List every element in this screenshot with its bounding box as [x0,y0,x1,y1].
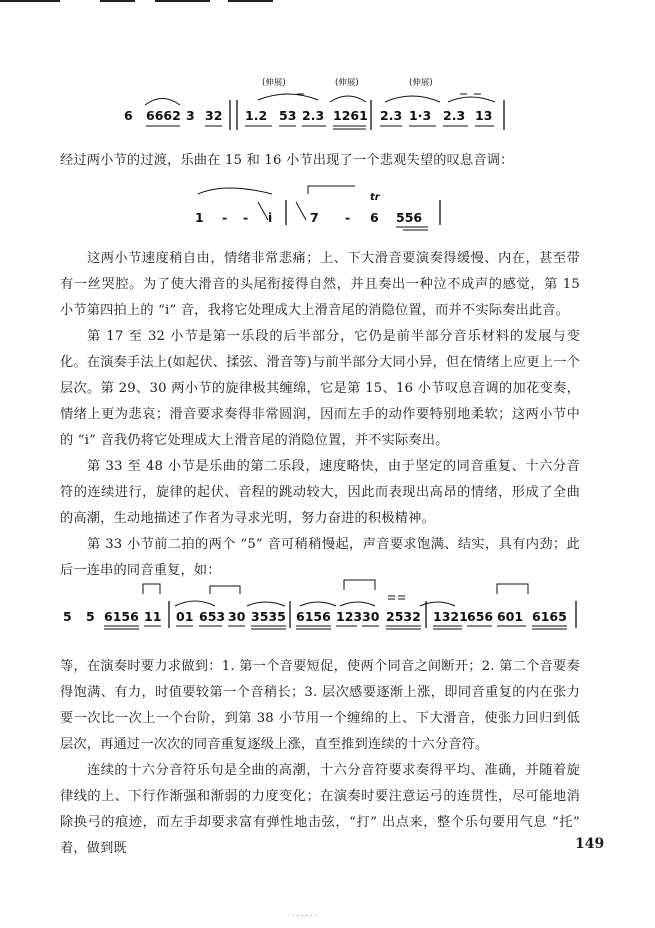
note: 30 [228,609,246,624]
note: 656 [467,609,494,624]
note: 3535 [251,609,286,624]
note: 32 [205,108,223,123]
note: 5 [63,609,72,624]
top-rule [155,0,210,2]
note: 2.3 [302,108,325,123]
note: 6165 [532,609,567,624]
note: 556 [396,210,423,225]
score-excerpt-2 [0,180,655,240]
note: 53 [279,108,297,123]
paragraph-1: 这两小节速度稍自由，情绪非常悲痛；上、下大滑音要演奏得缓慢、内在，甚至带有一丝哭腔。为了使大滑音的头尾衔接得自然，并且奏出一种泣不成声的感觉，第 15 小节第四拍上的 “i” 音，我将它处理成大上滑音尾的消隐位置，而并不实际奏出此音。 [60,251,580,318]
note: 601 [497,609,524,624]
note: 2.3 [380,108,403,123]
top-rule [0,0,60,2]
note: 6156 [296,609,331,624]
note: - [345,210,351,225]
note: 6156 [104,609,139,624]
performance-marking: (伸展) [262,78,286,88]
note: 6662 [146,108,181,123]
note: 1321 [433,609,468,624]
note: 2.3 [443,108,466,123]
trill-mark: tr [370,192,380,203]
note: i [268,210,273,225]
score-excerpt-1 [0,60,655,200]
note: 7 [310,210,319,225]
note: 1.2 [245,108,268,123]
paragraph-3: 第 33 至 48 小节是乐曲的第二乐段，速度略快，由于坚定的同音重复、十六分音符的连续进行，旋律的起伏、音程的跳动较大，因此而表现出高昂的情绪，形成了全曲的高潮，生动地描述了作者为寻求光明，努力奋进的积极精神。 [60,459,580,526]
note: 11 [144,609,162,624]
paragraph-2: 第 17 至 32 小节是第一乐段的后半部分，它仍是前半部分音乐材料的发展与变化。在演奏手法上(如起伏、揉弦、滑音等)与前半部分大同小异，但在情绪上应更上一个层次。第 29、30 两小节的旋律极其缠绵，它是第 15、16 小节叹息音调的加花变奏，情绪上更为悲哀；滑音要求奏得非常圆润，因而左手的动作要特别地柔软；这两小节中的 “i” 音我仍将它处理成大上滑音尾的消隐位置，并不实际奏出。 [60,329,580,448]
note: - [222,210,228,225]
note: 1261 [333,108,368,123]
top-rule [228,0,273,2]
note: 123 [336,609,363,624]
note: 13 [475,108,493,123]
page-number: 149 [575,836,605,852]
paragraph-4: 第 33 小节前二拍的两个 “5” 音可稍稍慢起，声音要求饱满、结实，具有内劲；此后一连串的同音重复，如： [60,537,580,578]
note: 653 [199,609,226,624]
note: 01 [176,609,194,624]
performance-marking: (伸展) [335,78,359,88]
top-rule [100,0,135,2]
performance-marking: (伸展) [409,78,433,88]
note: 5 [86,609,95,624]
note: 1 [195,210,204,225]
note: 6 [370,210,379,225]
note: - [243,210,249,225]
score-excerpt-3 [0,576,655,646]
note: 6 [124,108,133,123]
note: 2532 [386,609,421,624]
paragraph-5: 等，在演奏时要力求做到：1. 第一个音要短促，使两个同音之间断开；2. 第二个音要奏得饱满、有力，时值要较第一个音稍长；3. 层次感要逐渐上涨，即同音重复的内在张力要一次比一次上一个台阶，到第 38 小节用一个缠绵的上、下大滑音，使张力回归到低层次，再通过一次次的同音重复逐级上涨，直至推到连续的十六分音符。 [60,659,580,752]
intro-text-1: 经过两小节的过渡，乐曲在 15 和 16 小节出现了一个悲观失望的叹息音调： [60,153,514,168]
note: 1·3 [409,108,432,123]
note: 30 [362,609,380,624]
note: 3 [186,108,195,123]
paragraph-6: 连续的十六分音符乐句是全曲的高潮，十六分音符要求奏得平均、准确，并随着旋律线的上、下行作渐强和渐弱的力度变化；在演奏时要注意运弓的连贯性，尽可能地消除换弓的痕迹，而左手却要求富有弹性地击弦，“打” 出点来，整个乐句要用气息 “托” 着，做到既 [60,763,580,856]
footer-dots: ...... [292,909,320,918]
